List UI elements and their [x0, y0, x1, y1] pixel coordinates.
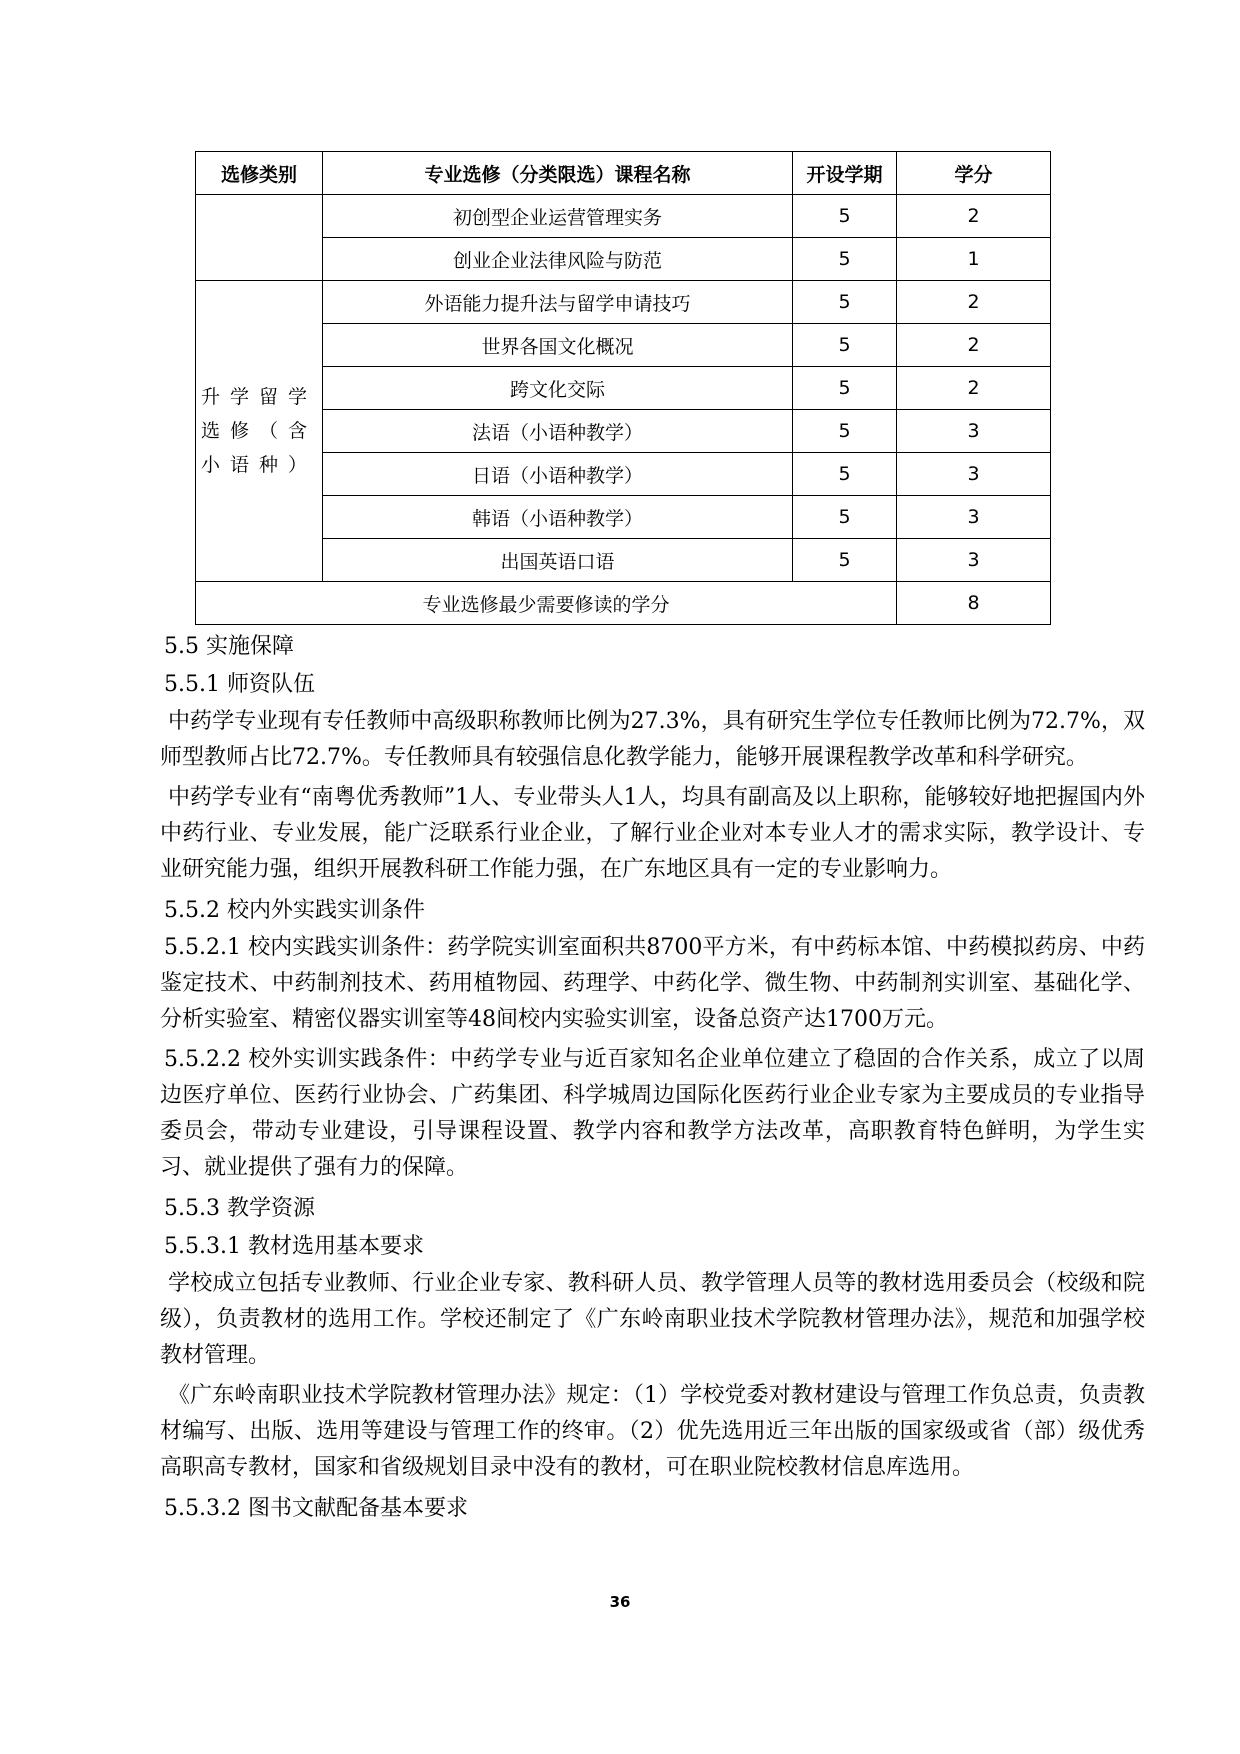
- paragraph-onsite-training: 5.5.2.1 校内实践实训条件：药学院实训室面积共8700平方米，有中药标本馆、中药模拟药房、中药鉴定技术、中药制剂技术、药用植物园、药理学、中药化学、微生物、中药制剂实训室、基础化学、分析实验室、精密仪器实训室等48间校内实验实训室，设备总资产达1700万元。: [160, 935, 1145, 1032]
- header-category: 选修类别: [196, 152, 323, 195]
- page-number: 36: [609, 1593, 631, 1611]
- course-semester: 5: [793, 324, 897, 367]
- section-heading-5-5-3: 5.5.3 教学资源: [164, 1196, 315, 1221]
- course-credits: 3: [897, 453, 1051, 496]
- course-semester: 5: [793, 367, 897, 410]
- course-credits: 3: [897, 410, 1051, 453]
- header-semester: 开设学期: [793, 152, 897, 195]
- course-credits: 3: [897, 496, 1051, 539]
- header-course-name: 专业选修（分类限选）课程名称: [323, 152, 793, 195]
- course-semester: 5: [793, 195, 897, 238]
- table-row: [196, 539, 1051, 582]
- header-credits: 学分: [897, 152, 1051, 195]
- table-row: [196, 281, 1051, 324]
- course-semester: 5: [793, 453, 897, 496]
- section-heading-5-5-2: 5.5.2 校内外实践实训条件: [164, 898, 425, 923]
- table-row: [196, 410, 1051, 453]
- paragraph-faculty-ratio: 中药学专业现有专任教师中高级职称教师比例为27.3%，具有研究生学位专任教师比例为72.7%，双师型教师占比72.7%。专任教师具有较强信息化教学能力，能够开展课程教学改革和科学研究。: [160, 709, 1145, 770]
- total-credits-label: 专业选修最少需要修读的学分: [196, 582, 897, 625]
- course-semester: 5: [793, 281, 897, 324]
- course-name: 法语（小语种教学）: [323, 410, 793, 453]
- table-row: [196, 238, 1051, 281]
- course-credits: 1: [897, 238, 1051, 281]
- course-name: 创业企业法律风险与防范: [323, 238, 793, 281]
- category-cell-study-abroad: 升学留学选修（含小语种）: [196, 281, 323, 582]
- table-row: [196, 453, 1051, 496]
- paragraph-offsite-training: 5.5.2.2 校外实训实践条件：中药学专业与近百家知名企业单位建立了稳固的合作关系，成立了以周边医疗单位、医药行业协会、广药集团、科学城周边国际化医药行业企业专家为主要成员的专业指导委员会，带动专业建设，引导课程设置、教学内容和教学方法改革，高职教育特色鲜明，为学生实习、就业提供了强有力的保障。: [160, 1047, 1145, 1180]
- paragraph-textbook-committee: 学校成立包括专业教师、行业企业专家、教科研人员、教学管理人员等的教材选用委员会（校级和院级），负责教材的选用工作。学校还制定了《广东岭南职业技术学院教材管理办法》，规范和加强学校教材管理。: [160, 1271, 1145, 1368]
- paragraph-faculty-leaders: 中药学专业有“南粤优秀教师”1人、专业带头人1人，均具有副高及以上职称，能够较好地把握国内外中药行业、专业发展，能广泛联系行业企业，了解行业企业对本专业人才的需求实际，教学设计、专业研究能力强，组织开展教科研工作能力强，在广东地区具有一定的专业影响力。: [160, 785, 1145, 882]
- course-name: 日语（小语种教学）: [323, 453, 793, 496]
- table-header-row: [196, 152, 1051, 195]
- course-credits: 3: [897, 539, 1051, 582]
- course-name: 初创型企业运营管理实务: [323, 195, 793, 238]
- section-heading-5-5-3-1: 5.5.3.1 教材选用基本要求: [164, 1234, 424, 1259]
- total-credits-value: 8: [897, 582, 1051, 625]
- course-credits: 2: [897, 324, 1051, 367]
- course-semester: 5: [793, 496, 897, 539]
- course-name: 出国英语口语: [323, 539, 793, 582]
- category-cell-entrepreneurship: [196, 195, 323, 281]
- course-name: 跨文化交际: [323, 367, 793, 410]
- course-name: 外语能力提升法与留学申请技巧: [323, 281, 793, 324]
- course-semester: 5: [793, 238, 897, 281]
- course-name: 韩语（小语种教学）: [323, 496, 793, 539]
- course-credits: 2: [897, 195, 1051, 238]
- course-semester: 5: [793, 539, 897, 582]
- table-total-row: [196, 582, 1051, 625]
- table-row: [196, 324, 1051, 367]
- table-row: [196, 496, 1051, 539]
- course-name: 世界各国文化概况: [323, 324, 793, 367]
- elective-courses-table: [195, 151, 1051, 625]
- table-row: [196, 195, 1051, 238]
- section-heading-5-5-3-2: 5.5.3.2 图书文献配备基本要求: [164, 1496, 468, 1521]
- course-credits: 2: [897, 367, 1051, 410]
- table-row: [196, 367, 1051, 410]
- paragraph-textbook-rules: 《广东岭南职业技术学院教材管理办法》规定：（1）学校党委对教材建设与管理工作负总责，负责教材编写、出版、选用等建设与管理工作的终审。（2）优先选用近三年出版的国家级或省（部）级优秀高职高专教材，国家和省级规划目录中没有的教材，可在职业院校教材信息库选用。: [160, 1383, 1145, 1480]
- course-semester: 5: [793, 410, 897, 453]
- section-heading-5-5-1: 5.5.1 师资队伍: [164, 672, 315, 697]
- body-text: [160, 628, 1145, 1528]
- section-heading-5-5: 5.5 实施保障: [164, 634, 294, 659]
- course-credits: 2: [897, 281, 1051, 324]
